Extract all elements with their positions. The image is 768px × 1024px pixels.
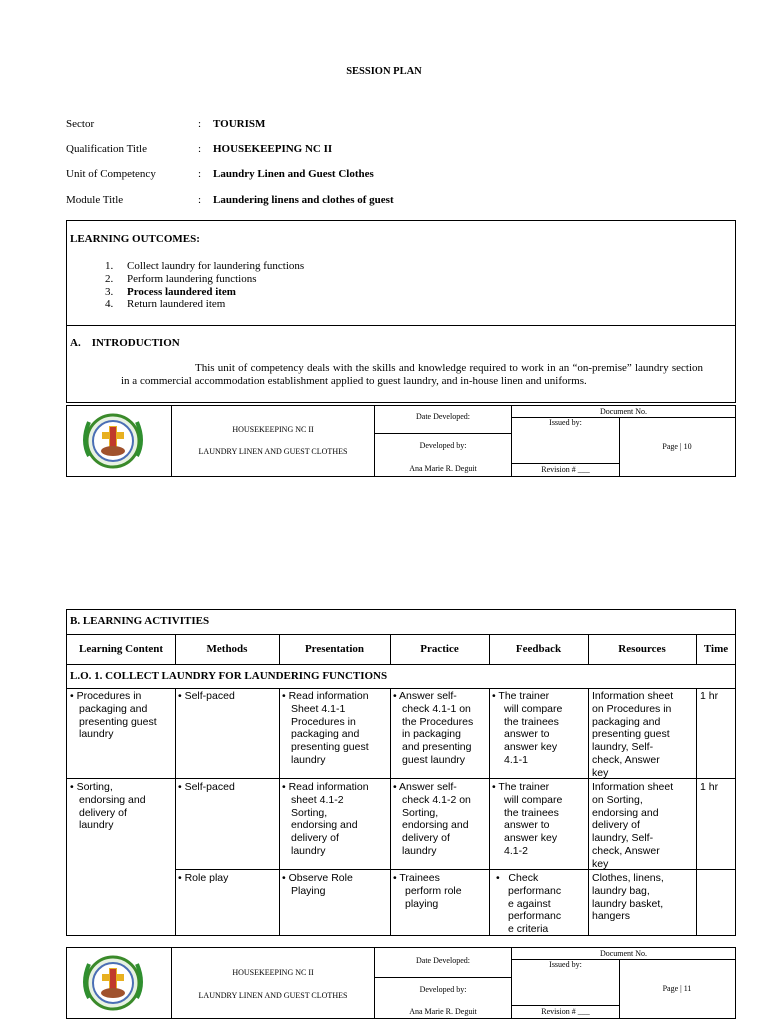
developer-name: Ana Marie R. Deguit xyxy=(409,464,477,473)
list-item: 3. Process laundered item xyxy=(105,285,236,298)
col-time: Time xyxy=(703,643,729,655)
list-item: 4. Return laundered item xyxy=(105,298,226,311)
col-learning-content: Learning Content xyxy=(78,643,164,655)
logo xyxy=(67,406,172,476)
lo-section-heading: L.O. 1. COLLECT LAUNDRY FOR LAUNDERING FUNCTIONS xyxy=(70,670,388,682)
learning-outcomes-box xyxy=(66,220,736,403)
meta-unit: Unit of Competency : Laundry Linen and Guest Clothes xyxy=(66,168,374,180)
footer-qualification: HOUSEKEEPING NC II xyxy=(232,968,314,977)
activities-heading: B. LEARNING ACTIVITIES xyxy=(70,615,210,627)
list-item: 2. Perform laundering functions xyxy=(105,272,257,285)
learning-activities-table: B. LEARNING ACTIVITIES Learning Content Methods Presentation Practice Feedback Resources Time L.O. 1. COLLECT LAUNDRY FOR LAUNDERING FUNCTIONS • Procedures in packaging and presenting guest laundry • Self-paced • Read information Sheet 4.1-1 Procedures in packaging and presenting guest laundry • Answer self- check 4.1-1 on the Procedures in packaging and presenting guest laundry • The trainer will compare the trainees answer to answer key 4.1-1 Information sheet on Procedures in packaging and presenting guest laundry, Self- check, Answer key 1 hr • Sorting, endorsing and delivery of laundry • Self-paced • Read information sheet 4.1-2 Sorting, endorsing and delivery of laundry • Answer self- check 4.1-2 on Sorting, endorsing and delivery of laundry • The trainer will compare the trainees answer to answer key 4.1-2 Information sheet on Sorting, endorsing and delivery of laundry, Self- check, Answer key 1 hr • Role play • Observe Role Playing • Trainees perform role playing • Check performanc e against performanc e criteria Clothes, linens, laundry bag, laundry basket, hangers xyxy=(66,609,736,936)
introduction-text: This unit of competency deals with the skills and knowledge required to work in an “on-premise” laundry section in a commercial accommodation establishment applied to guest laundry, and in-house linen and uniforms. xyxy=(121,362,703,387)
footer-qualification: HOUSEKEEPING NC II xyxy=(232,425,314,434)
date-developed-label: Date Developed: xyxy=(416,956,470,965)
page-number: Page | 10 xyxy=(662,442,692,451)
table-row: • Sorting, endorsing and delivery of laundry xyxy=(70,781,146,832)
developed-by-label: Developed by: xyxy=(419,985,467,994)
issued-by-label: Issued by: xyxy=(549,960,582,969)
table-row: • Procedures in packaging and presenting guest laundry xyxy=(70,690,157,741)
seal-icon xyxy=(67,406,172,476)
list-item: 1. Collect laundry for laundering functions xyxy=(105,260,305,272)
learning-outcomes-list xyxy=(105,260,304,311)
learning-outcomes-heading: LEARNING OUTCOMES: xyxy=(70,233,200,245)
revision-label: Revision # ___ xyxy=(541,1007,590,1016)
developed-by-label: Developed by: xyxy=(419,441,467,450)
table-row: • Role play xyxy=(178,872,229,884)
meta-module: Module Title : Laundering linens and clothes of guest xyxy=(66,194,394,206)
footer-unit: LAUNDRY LINEN AND GUEST CLOTHES xyxy=(198,991,348,1000)
page-footer xyxy=(66,405,736,477)
col-presentation: Presentation xyxy=(304,643,365,655)
page-title: SESSION PLAN xyxy=(346,66,422,77)
revision-label: Revision # ___ xyxy=(541,465,590,474)
page-number: Page | 11 xyxy=(662,984,692,993)
col-resources: Resources xyxy=(618,643,666,655)
introduction-heading: A. INTRODUCTION xyxy=(70,337,180,349)
logo xyxy=(67,948,172,1018)
document-no-label: Document No. xyxy=(599,407,648,416)
date-developed-label: Date Developed: xyxy=(416,412,470,421)
issued-by-label: Issued by: xyxy=(549,418,582,427)
meta-sector: Sector : TOURISM xyxy=(66,118,266,130)
meta-qualification: Qualification Title : HOUSEKEEPING NC II xyxy=(66,143,333,155)
col-feedback: Feedback xyxy=(515,643,562,655)
page-footer xyxy=(66,947,736,1019)
document-no-label: Document No. xyxy=(599,949,648,958)
developer-name: Ana Marie R. Deguit xyxy=(409,1007,477,1016)
col-methods: Methods xyxy=(206,643,248,655)
col-practice: Practice xyxy=(420,643,459,655)
footer-unit: LAUNDRY LINEN AND GUEST CLOTHES xyxy=(198,447,348,456)
seal-icon xyxy=(67,948,172,1018)
